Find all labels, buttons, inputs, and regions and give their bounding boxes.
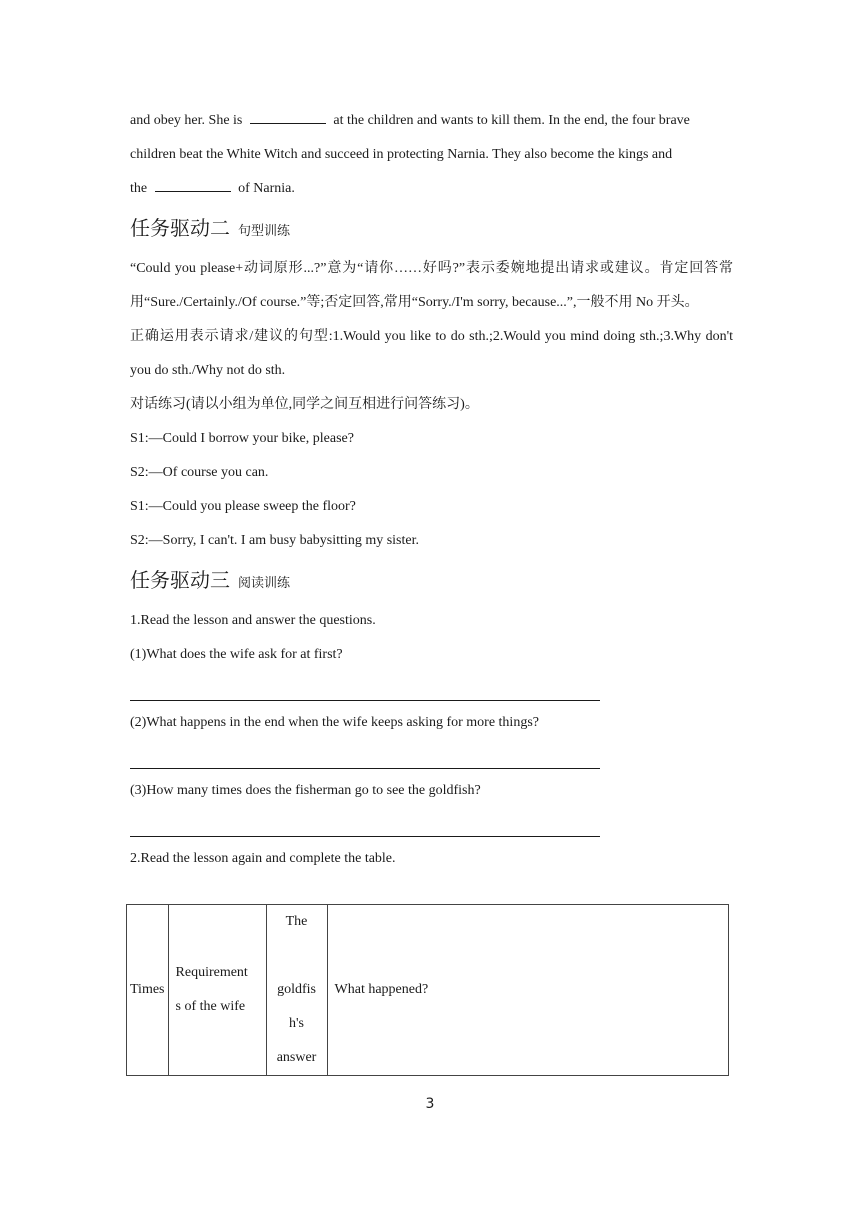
answer-line[interactable] <box>130 740 600 769</box>
story-line-2: children beat the White Witch and succeed in protecting Narnia. They also become the kings and <box>130 147 673 162</box>
table-header-row <box>127 905 729 1076</box>
section-heading-task2: 任务驱动二 句型训练 <box>130 216 291 240</box>
dialogue-line: S1:—Could I borrow your bike, please? <box>130 431 354 446</box>
fill-blank[interactable] <box>250 112 326 124</box>
header-what-happened: What happened? <box>327 905 728 1076</box>
answer-table <box>126 904 729 1076</box>
question: (2)What happens in the end when the wife keeps asking for more things? <box>130 715 539 730</box>
document-page <box>130 0 733 876</box>
header-times: Times <box>127 905 169 1076</box>
table-intro: 2.Read the lesson again and complete the table. <box>130 851 396 866</box>
paragraph: “Could you please+动词原形...?”意为“请你……好吗?”表示委婉地提出请求或建议。肯定回答常用“Sure./Certainly./Of course.”等;否定回答,常用“Sorry./I'm sorry, because...”,一般不用 No 开头。 <box>130 261 733 310</box>
answer-line[interactable] <box>130 808 600 837</box>
section-heading-task3: 任务驱动三 阅读训练 <box>130 568 291 592</box>
story-line-3: the of Narnia. <box>130 181 295 196</box>
paragraph: 对话练习(请以小组为单位,同学之间互相进行问答练习)。 <box>130 397 479 412</box>
answer-line[interactable] <box>130 672 600 701</box>
question-intro: 1.Read the lesson and answer the questions. <box>130 613 376 628</box>
header-requirements: Requirement s of the wife <box>168 905 266 1076</box>
paragraph: 正确运用表示请求/建议的句型:1.Would you like to do sth.;2.Would you mind doing sth.;3.Why don't you do sth./Why not do sth. <box>130 329 733 378</box>
fill-blank[interactable] <box>155 180 231 192</box>
dialogue-line: S1:—Could you please sweep the floor? <box>130 499 356 514</box>
header-goldfish-answer: The goldfis h's answer <box>266 905 327 1076</box>
question: (1)What does the wife ask for at first? <box>130 647 343 662</box>
dialogue-line: S2:—Sorry, I can't. I am busy babysitting my sister. <box>130 533 419 548</box>
page-number: 3 <box>425 1096 435 1112</box>
dialogue-line: S2:—Of course you can. <box>130 465 269 480</box>
story-line-1: and obey her. She is at the children and wants to kill them. In the end, the four brave <box>130 113 690 128</box>
question: (3)How many times does the fisherman go to see the goldfish? <box>130 783 481 798</box>
